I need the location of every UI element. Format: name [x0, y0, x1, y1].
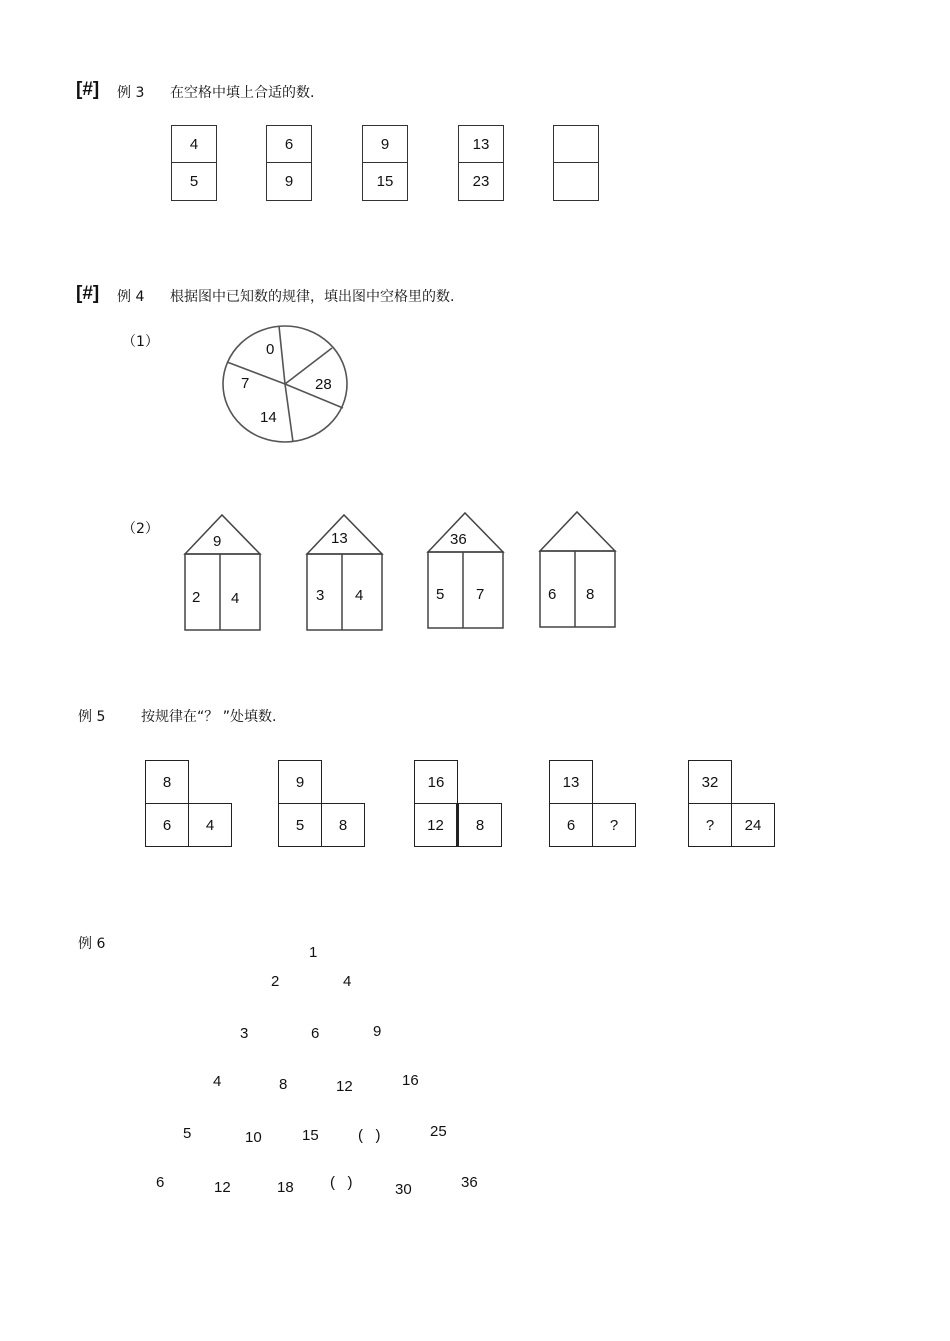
example-label: 例 6 — [78, 936, 106, 952]
l-shape-top: 9 — [278, 760, 322, 804]
l-shape-top: 8 — [145, 760, 189, 804]
wheel-value: 28 — [315, 376, 332, 393]
example-instruction: 根据图中已知数的规律，填出图中空格里的数. — [170, 289, 455, 305]
house-roof-value: 36 — [450, 531, 467, 548]
pair-top-value: 13 — [459, 126, 503, 163]
number-house — [538, 510, 618, 630]
house-roof-value: 9 — [213, 533, 222, 550]
number-pair-box — [266, 125, 312, 201]
pyramid-number: 16 — [402, 1072, 419, 1089]
pair-top-value: 9 — [363, 126, 407, 163]
l-shape — [414, 760, 504, 850]
l-shape — [145, 760, 235, 850]
pair-bottom-value: 15 — [376, 173, 394, 190]
section-marker: [#] — [76, 79, 100, 100]
pair-bottom-value: 9 — [284, 173, 294, 190]
pyramid-number: 5 — [183, 1125, 192, 1142]
pyramid-number: 1 — [309, 944, 318, 961]
house-left-value: 5 — [436, 586, 445, 603]
l-shape-bottom-left: 5 — [278, 803, 322, 847]
pyramid-number: 25 — [430, 1123, 447, 1140]
l-shape-bottom-left: 12 — [414, 803, 458, 847]
number-wheel — [218, 320, 352, 448]
pyramid-blank: ( ) — [330, 1174, 353, 1191]
pyramid-number: 2 — [271, 973, 280, 990]
pair-bottom-value: 5 — [189, 173, 199, 190]
pyramid-number: 6 — [156, 1174, 165, 1191]
number-pair-box — [458, 125, 504, 201]
empty-answer-box — [553, 125, 599, 201]
pyramid-number: 10 — [245, 1129, 262, 1146]
wheel-value: 7 — [241, 375, 250, 392]
pair-bottom-value: 23 — [472, 173, 490, 190]
l-shape-bottom-right: 8 — [321, 803, 365, 847]
pyramid-number: 8 — [279, 1076, 288, 1093]
house-left-value: 3 — [316, 587, 325, 604]
pair-top-value: 4 — [172, 126, 216, 163]
l-shape-bottom-right: ? — [592, 803, 636, 847]
pyramid-number: 3 — [240, 1025, 249, 1042]
house-left-value: 2 — [192, 589, 201, 606]
house-right-value: 8 — [586, 586, 595, 603]
l-shape — [549, 760, 639, 850]
pair-top-value — [554, 126, 598, 163]
example-instruction: 按规律在“？ ”处填数. — [141, 709, 277, 725]
l-shape — [688, 760, 778, 850]
number-house — [183, 513, 263, 633]
l-shape-bottom-left: ? — [688, 803, 732, 847]
pyramid-number: 36 — [461, 1174, 478, 1191]
l-shape — [278, 760, 368, 850]
house-left-value: 6 — [548, 586, 557, 603]
pyramid-number: 6 — [311, 1025, 320, 1042]
pyramid-number: 30 — [395, 1181, 412, 1198]
number-house — [426, 511, 506, 631]
part-label: （1） — [122, 334, 159, 350]
l-shape-bottom-left: 6 — [549, 803, 593, 847]
l-shape-top: 32 — [688, 760, 732, 804]
pyramid-number: 4 — [343, 973, 352, 990]
section-marker: [#] — [76, 283, 100, 304]
example-label: 例 5 — [78, 709, 106, 725]
number-pair-box — [362, 125, 408, 201]
l-shape-top: 13 — [549, 760, 593, 804]
pyramid-number: 12 — [336, 1078, 353, 1095]
wheel-value: 14 — [260, 409, 277, 426]
pyramid-number: 4 — [213, 1073, 222, 1090]
l-shape-bottom-right: 4 — [188, 803, 232, 847]
house-right-value: 4 — [355, 587, 364, 604]
l-shape-bottom-left: 6 — [145, 803, 189, 847]
house-right-value: 7 — [476, 586, 485, 603]
pair-top-value: 6 — [267, 126, 311, 163]
number-house — [305, 513, 385, 633]
example-instruction: 在空格中填上合适的数. — [170, 85, 315, 101]
l-shape-top: 16 — [414, 760, 458, 804]
l-shape-bottom-right: 24 — [731, 803, 775, 847]
l-shape-bottom-right: 8 — [458, 803, 502, 847]
pyramid-number: 18 — [277, 1179, 294, 1196]
wheel-value: 0 — [266, 341, 275, 358]
number-pair-box — [171, 125, 217, 201]
pyramid-blank: ( ) — [358, 1127, 381, 1144]
pyramid-number: 12 — [214, 1179, 231, 1196]
part-label: （2） — [122, 521, 159, 537]
pyramid-number: 15 — [302, 1127, 319, 1144]
example-label: 例 3 — [117, 85, 145, 101]
pyramid-number: 9 — [373, 1023, 382, 1040]
pair-bottom-value — [554, 163, 598, 200]
house-roof-value: 13 — [331, 530, 348, 547]
example-label: 例 4 — [117, 289, 145, 305]
house-right-value: 4 — [231, 590, 240, 607]
